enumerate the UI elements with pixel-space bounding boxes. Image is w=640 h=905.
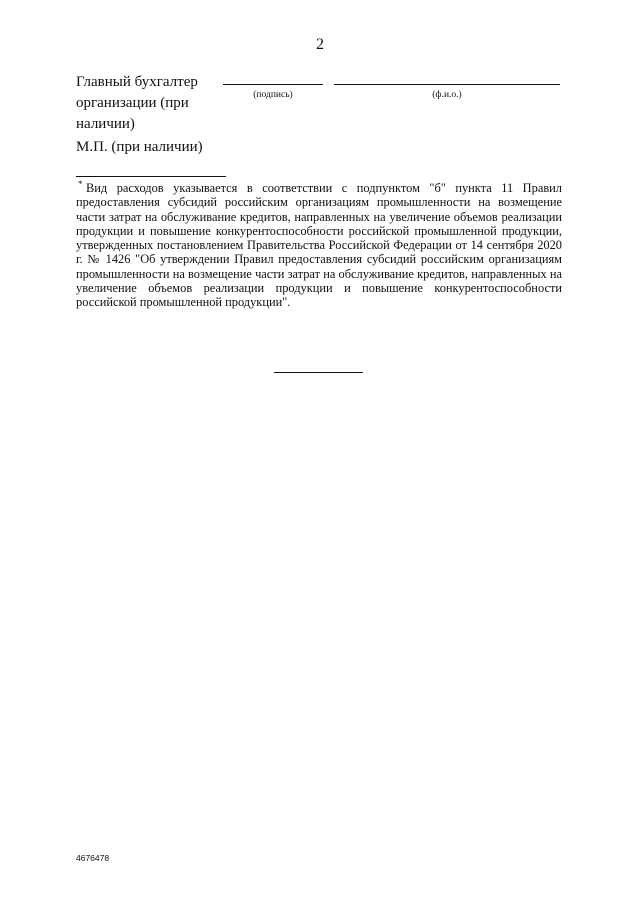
end-of-document-rule [274, 372, 363, 373]
document-id: 4676478 [76, 853, 110, 863]
full-name-caption: (ф.и.о.) [432, 90, 462, 100]
signature-line [223, 84, 323, 85]
footnote-separator [76, 176, 226, 177]
footnote-marker: * [78, 179, 83, 189]
signature-caption: (подпись) [253, 90, 293, 100]
page-number: 2 [316, 36, 324, 53]
footnote-text: Вид расходов указывается в соответствии с подпунктом "б" пункта 11 Правил предоставления субсидий российским организациям промышленности на возмещение части затрат на обслуживание кредитов, направленных на увеличение объемов реализации продукции и повышение конкурентоспособности российской промышленной продукции, утвержденных постановлением Правительства Российской Федерации от 14 сентября 2020 г. № 1426 "Об утверждении Правил предоставления субсидий российским организациям промышленности на возмещение части затрат на обслуживание кредитов, направленных на увеличение объемов реализации продукции и повышение конкурентоспособности российской промышленной продукции". [76, 181, 562, 310]
stamp-place-label: М.П. (при наличии) [76, 139, 203, 155]
chief-accountant-label: Главный бухгалтер организации (при наличии) [76, 74, 198, 132]
full-name-line [334, 84, 560, 85]
